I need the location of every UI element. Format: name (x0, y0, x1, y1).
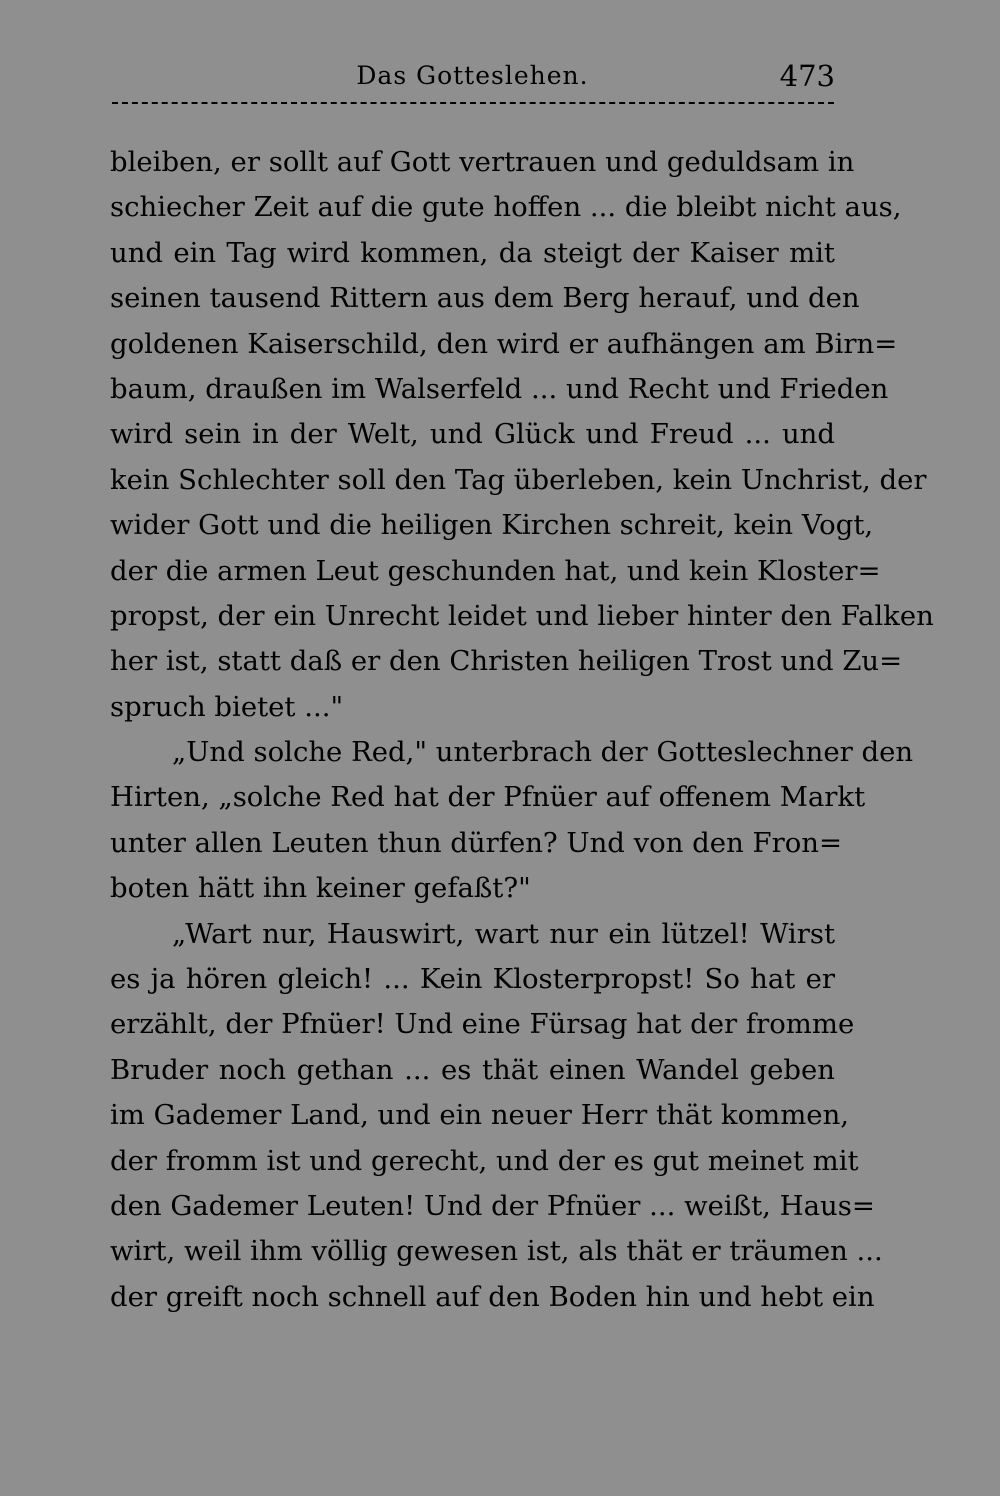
text-line: Hirten, „solche Red hat der Pfnüer auf offenem Markt (110, 781, 866, 814)
text-line: im Gademer Land, und ein neuer Herr thät kommen, (110, 1099, 850, 1132)
text-line: erzählt, der Pfnüer! Und eine Fürsag hat der fromme (110, 1008, 855, 1041)
text-line: boten hätt ihn keiner gefaßt?" (110, 872, 531, 905)
text-line: her ist, statt daß er den Christen heiligen Trost und Zu= (110, 645, 903, 678)
text-line: es ja hören gleich! ... Kein Klosterpropst! So hat er (110, 963, 835, 996)
text-line: der fromm ist und gerecht, und der es gut meinet mit (110, 1144, 859, 1177)
running-title: Das Gotteslehen. (356, 61, 589, 90)
text-line: „Wart nur, Hauswirt, wart nur ein lützel! Wirst (172, 917, 835, 950)
text-line: „Und solche Red," unterbrach der Gotteslechner den (172, 736, 914, 769)
text-line: wird sein in der Welt, und Glück und Freud ... und (110, 418, 835, 451)
text-line: seinen tausend Rittern aus dem Berg herauf, und den (110, 282, 860, 315)
text-line: und ein Tag wird kommen, da steigt der Kaiser mit (110, 236, 835, 269)
text-line: den Gademer Leuten! Und der Pfnüer ... weißt, Haus= (110, 1189, 875, 1222)
text-line: unter allen Leuten thun dürfen? Und von den Fron= (110, 826, 843, 859)
text-line: der die armen Leut geschunden hat, und kein Kloster= (110, 554, 881, 587)
body-text (110, 140, 934, 1320)
text-line: der greift noch schnell auf den Boden hin und hebt ein (110, 1280, 875, 1313)
text-line: propst, der ein Unrecht leidet und lieber hinter den Falken (110, 599, 934, 632)
page-number: 473 (779, 59, 835, 93)
text-line: spruch bietet ..." (110, 690, 344, 723)
text-line: goldenen Kaiserschild, den wird er aufhängen am Birn= (110, 327, 898, 360)
text-line: schiecher Zeit auf die gute hoffen ... die bleibt nicht aus, (110, 191, 902, 224)
text-line: bleiben, er sollt auf Gott vertrauen und geduldsam in (110, 146, 855, 178)
text-line: baum, draußen im Walserfeld ... und Recht und Frieden (110, 372, 889, 405)
text-line: wirt, weil ihm völlig gewesen ist, als thät er träumen ... (110, 1235, 883, 1268)
header-rule (112, 102, 834, 104)
text-line: Bruder noch gethan ... es thät einen Wandel geben (110, 1053, 835, 1086)
text-line: kein Schlechter soll den Tag überleben, kein Unchrist, der (110, 463, 927, 496)
page-header (110, 58, 835, 98)
text-line: wider Gott und die heiligen Kirchen schreit, kein Vogt, (110, 509, 874, 542)
